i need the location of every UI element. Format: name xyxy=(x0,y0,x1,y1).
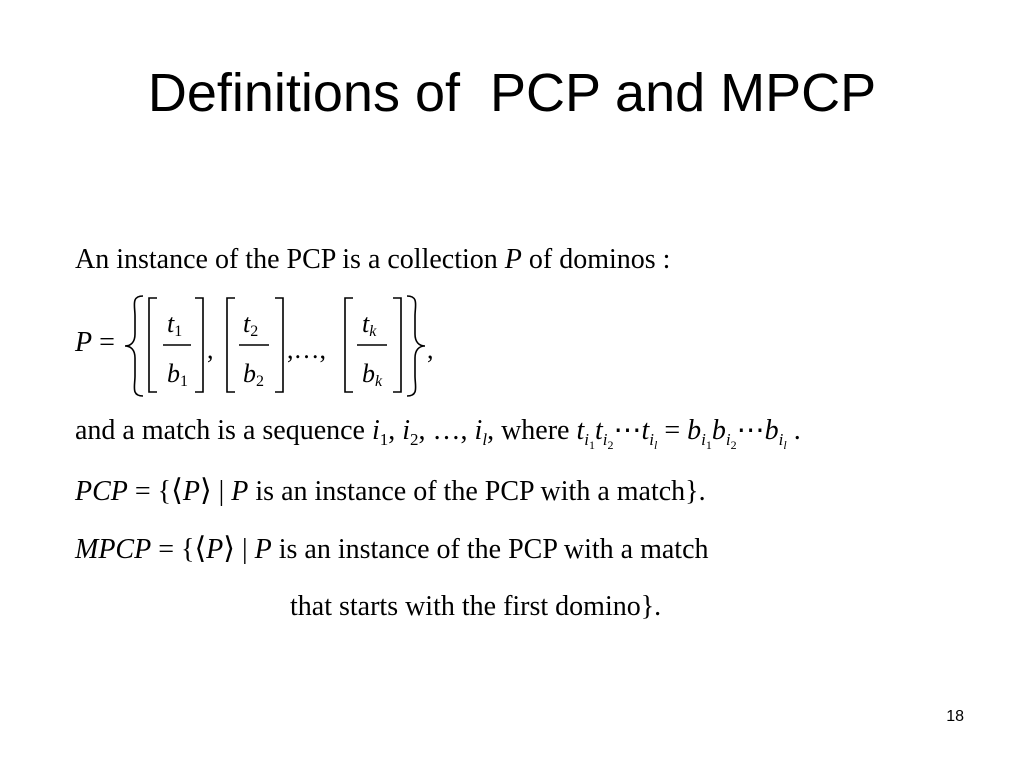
domino-k-right-bracket xyxy=(393,298,401,392)
domino-1-left-bracket xyxy=(149,298,157,392)
intro-pre: An instance of the PCP is a collection xyxy=(75,244,505,275)
mpcp-lhs: MPCP xyxy=(75,534,152,565)
set-definition xyxy=(75,292,475,400)
domino-2-left-bracket xyxy=(227,298,235,392)
domino-k-bottom: bk xyxy=(362,359,383,390)
domino-set-formula xyxy=(75,292,475,400)
domino-2-right-bracket xyxy=(275,298,283,392)
slide-title: Definitions of PCP and MPCP xyxy=(147,63,877,123)
right-brace xyxy=(407,296,425,396)
match-definition: and a match is a sequence $i_1$, $i_2$, …, $i_l$, where $t_{i_1}t_{i_2}\cdots t_{i_l}$ = $b_{i_1}b_{i_2}\cdots b_{i_l}$ . xyxy=(75,415,801,452)
slide-number: 18 xyxy=(946,708,964,725)
set-trailing-comma: , xyxy=(427,335,434,364)
mpcp-continuation: that starts with the first domino}. xyxy=(290,591,662,622)
set-lhs: P = xyxy=(75,327,115,358)
domino-k-top: tk xyxy=(362,309,377,340)
domino-1-bottom: b1 xyxy=(167,359,188,390)
domino-k-left-bracket xyxy=(345,298,353,392)
domino-2-bottom: b2 xyxy=(243,359,264,390)
intro-line xyxy=(75,243,670,277)
domino-1-right-bracket xyxy=(195,298,203,392)
left-brace xyxy=(125,296,143,396)
domino-1-top: t1 xyxy=(167,309,183,340)
domino-ellipsis: ,…, xyxy=(287,335,326,364)
intro-var: P xyxy=(504,244,522,275)
domino-sep-1: , xyxy=(207,335,214,364)
intro-post: of dominos : xyxy=(521,244,671,275)
pcp-definition: PCP = {⟨P⟩ | P is an instance of the PCP with a match}. xyxy=(75,473,706,508)
pcp-lhs: PCP xyxy=(75,476,128,507)
mpcp-definition: MPCP = {⟨P⟩ | P is an instance of the PCP with a match xyxy=(75,531,709,566)
domino-2-top: t2 xyxy=(243,309,259,340)
